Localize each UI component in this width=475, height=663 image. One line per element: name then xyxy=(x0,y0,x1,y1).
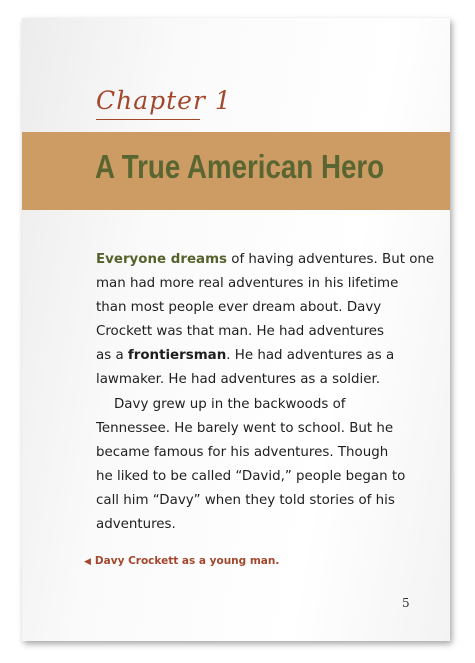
text-line: Davy grew up in the backwoods of xyxy=(114,396,346,412)
text-segment: as a xyxy=(96,348,128,364)
text-segment: . He had adventures as a xyxy=(226,348,395,364)
text-line: Crockett was that man. He had adventures xyxy=(96,324,385,340)
chapter-label: Chapter 1 xyxy=(96,86,232,115)
vocabulary-word: frontiersman xyxy=(127,348,227,364)
text-line: adventures. xyxy=(96,517,176,533)
text-line: call him “Davy” when they told stories of his xyxy=(96,492,395,508)
text-line: he liked to be called “David,” people began to xyxy=(96,468,406,484)
book-page xyxy=(22,18,450,641)
caption-text: Davy Crockett as a young man. xyxy=(94,555,280,567)
chapter-title: A True American Hero xyxy=(95,148,385,185)
image-caption xyxy=(84,555,279,567)
text-line xyxy=(96,248,435,272)
arrow-left-icon: ◀ xyxy=(84,557,91,567)
text-line xyxy=(96,344,396,368)
text-line: Tennessee. He barely went to school. But he xyxy=(96,420,394,436)
chapter-underline xyxy=(96,119,200,120)
lead-phrase: Everyone dreams xyxy=(96,252,227,267)
text-line: than most people ever dream about. Davy xyxy=(96,300,382,316)
text-line: lawmaker. He had adventures as a soldier. xyxy=(96,372,380,388)
body-text xyxy=(96,248,435,537)
page-number: 5 xyxy=(402,596,410,610)
text-segment: of having adventures. But one xyxy=(227,252,435,267)
text-line: became famous for his adventures. Though xyxy=(96,444,389,460)
text-line: man had more real adventures in his lifetime xyxy=(96,276,399,292)
